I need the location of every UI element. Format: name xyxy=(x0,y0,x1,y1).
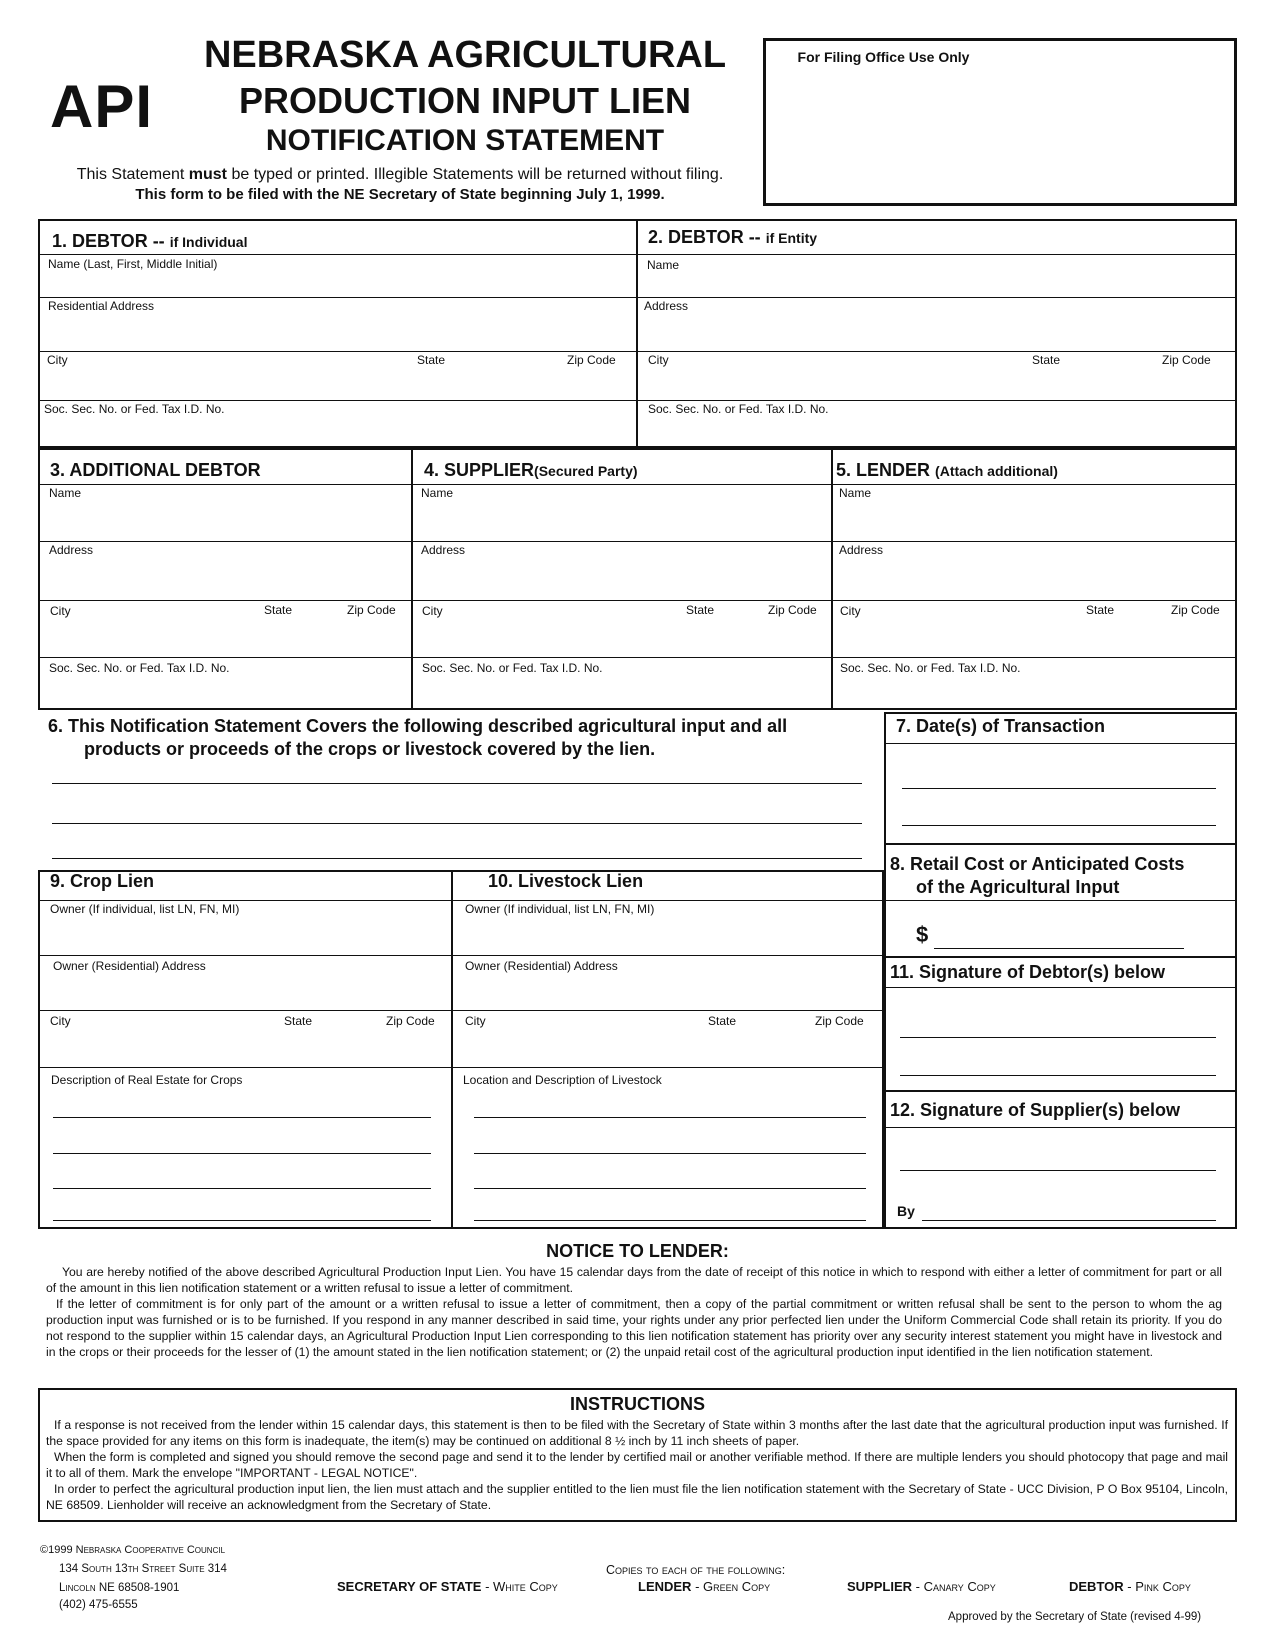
coverage-line-2[interactable] xyxy=(52,823,862,824)
lender-ssn-field[interactable]: Soc. Sec. No. or Fed. Tax I.D. No. xyxy=(840,661,1021,675)
debtor2-city-field[interactable]: City xyxy=(648,353,669,367)
coverage-heading-line2: products or proceeds of the crops or livestock covered by the lien. xyxy=(84,739,656,759)
retail-cost-heading: 8. Retail Cost or Anticipated Costs xyxy=(890,854,1185,874)
by-label: By xyxy=(897,1203,915,1219)
livestock-desc-line-4[interactable] xyxy=(474,1220,866,1221)
debtor-entity-heading: 2. DEBTOR -- if Entity xyxy=(648,227,818,247)
supplier-zip-field[interactable]: Zip Code xyxy=(768,603,817,617)
copyright: ©1999 Nebraska Cooperative Council xyxy=(40,1544,226,1556)
notice-paragraph-2: If the letter of commitment is for only part of the amount or a written refusal to issue a letter of commitment, then a copy of the partial commitment or written refusal shall be sent to the person to whom the ag production input was furnished or is to be furnished. If you respond in any manner described in said time, your rights under any prior perfected lien under the Uniform Commercial Code shall retain its priority. If you do not respond to the supplier within 15 calendar days, an Agricultural Production Input Lien corresponding to this lien notification statement has priority over any security interest statement you might have in livestock and in the crops or their proceeds for the lesser of (1) the amount stated in the lien notification statement; or (2) the unpaid retail cost of the agricultural production input identified in the lien notification statement. xyxy=(46,1297,1222,1359)
footer-phone: (402) 475-6555 xyxy=(59,1599,138,1611)
lender-heading: 5. LENDER (Attach additional) xyxy=(836,460,1058,480)
lender-name-field[interactable]: Name xyxy=(839,486,872,500)
debtor1-name-field[interactable]: Name (Last, First, Middle Initial) xyxy=(48,257,218,271)
crop-real-estate-label: Description of Real Estate for Crops xyxy=(51,1073,243,1087)
debtor1-city-field[interactable]: City xyxy=(47,353,68,367)
copy-lender: LENDER - Green Copy xyxy=(638,1579,771,1594)
debtor1-zip-field[interactable]: Zip Code xyxy=(567,353,616,367)
lender-address-field[interactable]: Address xyxy=(839,543,884,557)
additional-debtor-heading: 3. ADDITIONAL DEBTOR xyxy=(50,460,261,480)
form-subtitle: NOTIFICATION STATEMENT xyxy=(265,124,665,157)
crop-owner-field[interactable]: Owner (If individual, list LN, FN, MI) xyxy=(50,902,240,916)
debtor-signature-heading: 11. Signature of Debtor(s) below xyxy=(890,962,1166,982)
notice-paragraph-1: You are hereby notified of the above described Agricultural Production Input Lien. You have 15 calendar days from the date of receipt of this notice in which to respond with either a letter of commitment for part or all of the amount in this lien notification statement or a written refusal to issue a letter of commitment. xyxy=(46,1265,1222,1295)
debtor2-ssn-field[interactable]: Soc. Sec. No. or Fed. Tax I.D. No. xyxy=(648,402,829,416)
crop-zip-field[interactable]: Zip Code xyxy=(386,1014,435,1028)
supplier-signature-heading: 12. Signature of Supplier(s) below xyxy=(890,1100,1181,1120)
transaction-date-line-1[interactable] xyxy=(902,788,1216,789)
debtor2-name-field[interactable]: Name xyxy=(647,258,680,272)
instructions-paragraph-1: If a response is not received from the lender within 15 calendar days, this statement is then to be filed with the Secretary of State within 3 months after the last date that the agricultural production input was furnished. If the space provided for any items on this form is inadequate, the item(s) may be continued on additional 8 ½ inch by 11 inch sheets of paper. xyxy=(46,1418,1228,1448)
lien-section xyxy=(38,870,884,1229)
instructions-paragraph-3: In order to perfect the agricultural production input lien, the lien must attach and the supplier entitled to the lien must file the lien notification statement with the Secretary of State - UCC Division, P O Box 95104, Lincoln, NE 68509. Lienholder will receive an acknowledgment from the Secretary of State. xyxy=(46,1482,1228,1512)
notice-title: NOTICE TO LENDER: xyxy=(546,1241,729,1261)
crop-desc-line-1[interactable] xyxy=(53,1117,431,1118)
supplier-ssn-field[interactable]: Soc. Sec. No. or Fed. Tax I.D. No. xyxy=(422,661,603,675)
supplier-signature-line[interactable] xyxy=(900,1170,1216,1171)
livestock-city-field[interactable]: City xyxy=(465,1014,486,1028)
supplier-by-line[interactable] xyxy=(922,1220,1216,1221)
livestock-state-field[interactable]: State xyxy=(708,1014,737,1028)
footer-address-1: 134 South 13th Street Suite 314 xyxy=(59,1563,227,1575)
filing-office-box: For Filing Office Use Only xyxy=(763,38,1237,206)
lender-city-field[interactable]: City xyxy=(840,604,861,618)
intro-text: This Statement must be typed or printed. Illegible Statements will be returned without filing. xyxy=(76,166,724,183)
debtor2-zip-field[interactable]: Zip Code xyxy=(1162,353,1211,367)
supplier-city-field[interactable]: City xyxy=(422,604,443,618)
supplier-name-field[interactable]: Name xyxy=(421,486,454,500)
coverage-line-3[interactable] xyxy=(52,858,862,859)
coverage-heading-line1: 6. This Notification Statement Covers the following described agricultural input and all xyxy=(48,716,788,736)
crop-city-field[interactable]: City xyxy=(50,1014,71,1028)
transaction-date-line-2[interactable] xyxy=(902,825,1216,826)
crop-desc-line-3[interactable] xyxy=(53,1188,431,1189)
approved-note: Approved by the Secretary of State (revised 4-99) xyxy=(948,1611,1202,1623)
crop-state-field[interactable]: State xyxy=(284,1014,313,1028)
debtor3-address-field[interactable]: Address xyxy=(49,543,94,557)
debtor3-state-field[interactable]: State xyxy=(264,603,293,617)
crop-lien-heading: 9. Crop Lien xyxy=(50,871,155,891)
dollar-sign: $ xyxy=(916,922,929,947)
debtor3-zip-field[interactable]: Zip Code xyxy=(347,603,396,617)
livestock-desc-line-1[interactable] xyxy=(474,1117,866,1118)
supplier-heading: 4. SUPPLIER(Secured Party) xyxy=(424,460,638,480)
retail-cost-input[interactable] xyxy=(934,948,1184,949)
livestock-lien-heading: 10. Livestock Lien xyxy=(488,871,644,891)
debtor1-ssn-field[interactable]: Soc. Sec. No. or Fed. Tax I.D. No. xyxy=(44,402,225,416)
crop-desc-line-2[interactable] xyxy=(53,1153,431,1154)
debtor1-address-field[interactable]: Residential Address xyxy=(48,299,155,313)
copies-to-label: Copies to each of the following: xyxy=(606,1563,786,1577)
lender-state-field[interactable]: State xyxy=(1086,603,1115,617)
instructions-paragraph-2: When the form is completed and signed you should remove the second page and send it to the lender by certified mail or another verifiable method. If there are multiple lenders you should photocopy that page and mail it to all of them. Mark the envelope "IMPORTANT - LEGAL NOTICE". xyxy=(46,1450,1228,1480)
supplier-address-field[interactable]: Address xyxy=(421,543,466,557)
debtor-signature-line-2[interactable] xyxy=(900,1075,1216,1076)
crop-desc-line-4[interactable] xyxy=(53,1220,431,1221)
livestock-owner-field[interactable]: Owner (If individual, list LN, FN, MI) xyxy=(465,902,655,916)
copy-secretary: SECRETARY OF STATE - White Copy xyxy=(337,1579,558,1594)
debtor-individual-heading: 1. DEBTOR -- if Individual xyxy=(52,231,248,251)
footer-address-2: Lincoln NE 68508-1901 xyxy=(59,1582,180,1594)
debtor3-city-field[interactable]: City xyxy=(50,604,71,618)
copy-debtor: DEBTOR - Pink Copy xyxy=(1069,1579,1191,1594)
supplier-state-field[interactable]: State xyxy=(686,603,715,617)
form-title-line2: PRODUCTION INPUT LIEN xyxy=(238,80,691,121)
livestock-location-label: Location and Description of Livestock xyxy=(463,1073,662,1087)
debtor-signature-line-1[interactable] xyxy=(900,1037,1216,1038)
transaction-dates-heading: 7. Date(s) of Transaction xyxy=(896,716,1106,736)
livestock-desc-line-3[interactable] xyxy=(474,1188,866,1189)
lender-zip-field[interactable]: Zip Code xyxy=(1171,603,1220,617)
instructions-title: INSTRUCTIONS xyxy=(570,1394,705,1414)
copy-supplier: SUPPLIER - Canary Copy xyxy=(847,1579,996,1594)
debtor2-address-field[interactable]: Address xyxy=(644,299,689,313)
coverage-line-1[interactable] xyxy=(52,783,862,784)
debtor3-name-field[interactable]: Name xyxy=(49,486,82,500)
debtor1-state-field[interactable]: State xyxy=(417,353,446,367)
livestock-zip-field[interactable]: Zip Code xyxy=(815,1014,864,1028)
filing-notice: This form to be filed with the NE Secretary of State beginning July 1, 1999. xyxy=(135,186,665,203)
debtor3-ssn-field[interactable]: Soc. Sec. No. or Fed. Tax I.D. No. xyxy=(49,661,230,675)
retail-cost-heading-line2: of the Agricultural Input xyxy=(916,877,1120,897)
debtor2-state-field[interactable]: State xyxy=(1032,353,1061,367)
crop-owner-address-field[interactable]: Owner (Residential) Address xyxy=(53,959,206,973)
livestock-owner-address-field[interactable]: Owner (Residential) Address xyxy=(465,959,618,973)
api-logo: API xyxy=(50,73,154,140)
livestock-desc-line-2[interactable] xyxy=(474,1153,866,1154)
form-title: NEBRASKA AGRICULTURAL xyxy=(203,34,727,76)
